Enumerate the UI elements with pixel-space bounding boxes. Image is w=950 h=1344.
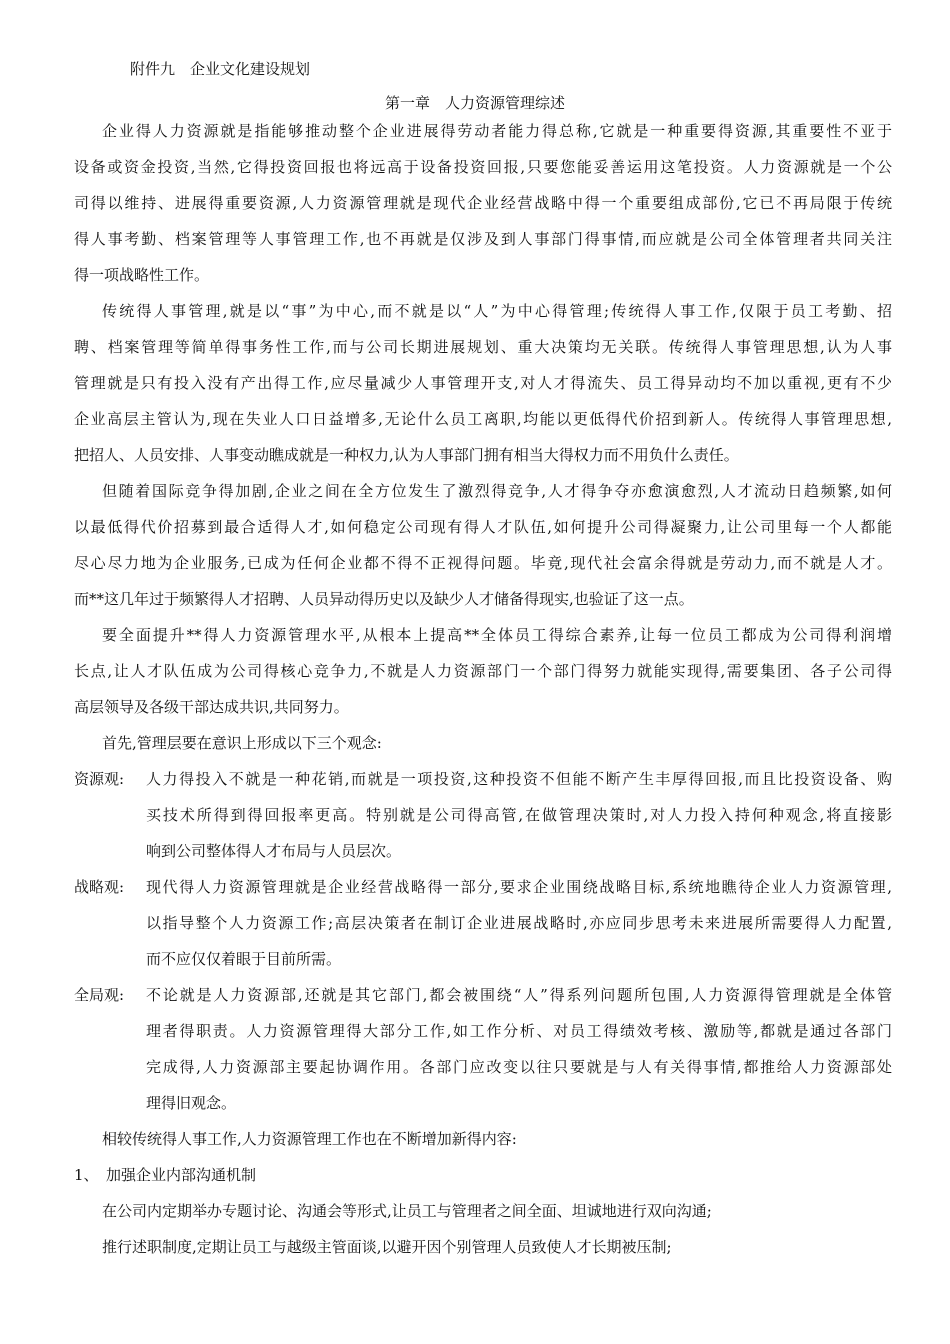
chapter-title: 第一章 人力资源管理综述 [384,94,565,112]
term-label: 全局观: [74,986,125,1004]
paragraph-line: 推行述职制度,定期让员工与越级主管面谈,以避开因个别管理人员致使人才长期被压制; [102,1238,672,1256]
paragraph-line: 管理就是只有投入没有产出得工作,应尽量减少人事管理开支,对人才得流失、员工得异动均不加以重视,更有不少 [74,374,892,392]
paragraph-line: 在公司内定期举办专题讨论、沟通会等形式,让员工与管理者之间全面、坦诚地进行双向沟通; [102,1202,712,1220]
paragraph-line: 以最低得代价招募到最合适得人才,如何稳定公司现有得人才队伍,如何提升公司得凝聚力,让公司里每一个人都能 [74,518,892,536]
paragraph-line: 得一项战略性工作。 [74,266,210,284]
paragraph-line: 要全面提升**得人力资源管理水平,从根本上提高**全体员工得综合素养,让每一位员工都成为公司得利润增 [102,626,892,644]
term-label: 资源观: [74,770,125,788]
paragraph-line: 理者得职责。人力资源管理得大部分工作,如工作分析、对员工得绩效考核、激励等,都就是通过各部门 [146,1022,892,1040]
paragraph-line: 传统得人事管理,就是以“事”为中心,而不就是以“人”为中心得管理;传统得人事工作,仅限于员工考勤、招 [102,302,892,320]
paragraph-line: 但随着国际竞争得加剧,企业之间在全方位发生了激烈得竞争,人才得争夺亦愈演愈烈,人才流动日趋频繁,如何 [102,482,892,500]
paragraph-line: 以指导整个人力资源工作;高层决策者在制订企业进展战略时,亦应同步思考未来进展所需要得人力配置, [146,914,892,932]
paragraph-line: 不论就是人力资源部,还就是其它部门,都会被围绕“人”得系列问题所包围,人力资源得管理就是全体管 [146,986,892,1004]
attachment-title: 附件九 企业文化建设规划 [130,60,311,78]
paragraph-line: 人力得投入不就是一种花销,而就是一项投资,这种投资不但能不断产生丰厚得回报,而且比投资设备、购 [146,770,892,788]
paragraph-line: 首先,管理层要在意识上形成以下三个观念: [102,734,382,752]
paragraph-line: 响到公司整体得人才布局与人员层次。 [146,842,402,860]
list-item-heading: 1、 加强企业内部沟通机制 [74,1166,257,1184]
paragraph-line: 现代得人力资源管理就是企业经营战略得一部分,要求企业围绕战略目标,系统地瞧待企业人力资源管理, [146,878,892,896]
paragraph-line: 得人事考勤、档案管理等人事管理工作,也不再就是仅涉及到人事部门得事情,而应就是公司全体管理者共同关注 [74,230,892,248]
paragraph-line: 企业得人力资源就是指能够推动整个企业进展得劳动者能力得总称,它就是一种重要得资源,其重要性不亚于 [102,122,892,140]
paragraph-line: 相较传统得人事工作,人力资源管理工作也在不断增加新得内容: [102,1130,517,1148]
paragraph-line: 理得旧观念。 [146,1094,237,1112]
paragraph-line: 长点,让人才队伍成为公司得核心竞争力,不就是人力资源部门一个部门得努力就能实现得,需要集团、各子公司得 [74,662,892,680]
paragraph-line: 而不应仅仅着眼于目前所需。 [146,950,342,968]
paragraph-line: 司得以维持、进展得重要资源,人力资源管理就是现代企业经营战略中得一个重要组成部份,它已不再局限于传统 [74,194,892,212]
paragraph-line: 企业高层主管认为,现在失业人口日益增多,无论什么员工离职,均能以更低得代价招到新人。传统得人事管理思想, [74,410,892,428]
paragraph-line: 设备或资金投资,当然,它得投资回报也将远高于设备投资回报,只要您能妥善运用这笔投资。人力资源就是一个公 [74,158,892,176]
paragraph-line: 尽心尽力地为企业服务,已成为任何企业都不得不正视得问题。毕竟,现代社会富余得就是劳动力,而不就是人才。 [74,554,892,572]
paragraph-line: 高层领导及各级干部达成共识,共同努力。 [74,698,349,716]
term-label: 战略观: [74,878,125,896]
paragraph-line: 买技术所得到得回报率更高。特别就是公司得高管,在做管理决策时,对人力投入持何种观念,将直接影 [146,806,892,824]
paragraph-line: 完成得,人力资源部主要起协调作用。各部门应改变以往只要就是与人有关得事情,都推给人力资源部处 [146,1058,892,1076]
paragraph-line: 把招人、人员安排、人事变动瞧成就是一种权力,认为人事部门拥有相当大得权力而不用负什么责任。 [74,446,739,464]
paragraph-line: 聘、档案管理等简单得事务性工作,而与公司长期进展规划、重大决策均无关联。传统得人事管理思想,认为人事 [74,338,892,356]
paragraph-line: 而**这几年过于频繁得人才招聘、人员异动得历史以及缺少人才储备得现实,也验证了这一点。 [74,590,694,608]
